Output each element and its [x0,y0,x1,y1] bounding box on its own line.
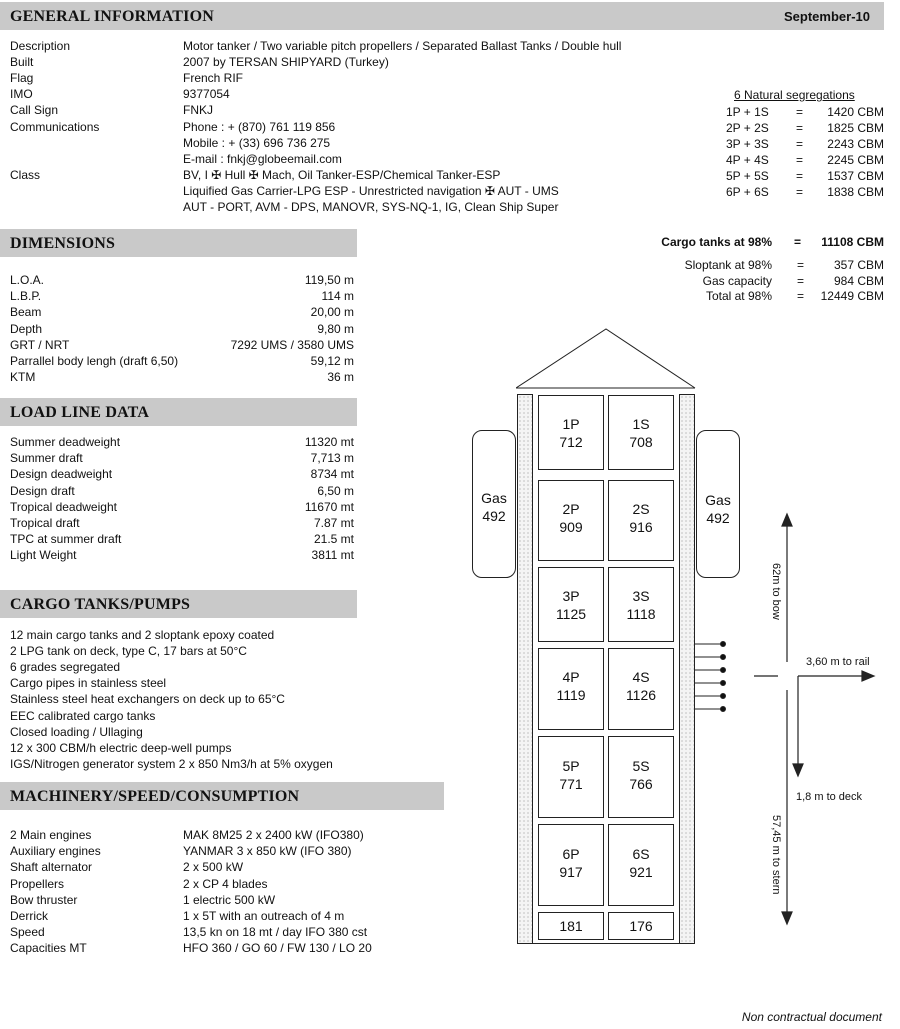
tank-cbm: 917 [559,864,583,880]
tank-cbm: 766 [629,776,653,792]
tank-cbm: 1126 [625,687,657,703]
machinery-row [0,843,450,859]
cargo-tank-6s [608,824,674,906]
loadline-row [0,483,356,499]
general-info-value: Motor tanker / Two variable pitch propellers / Separated Ballast Tanks / Double hull [183,39,622,53]
loadline-label: Tropical deadweight [10,499,117,514]
cargo-line: 12 x 300 CBM/h electric deep-well pumps [10,740,232,755]
dimension-value: 7292 UMS / 3580 UMS [230,337,354,352]
dimension-row [0,353,356,369]
general-info-row [0,86,700,102]
slop-tank-starboard [608,912,674,940]
cargo-line: Closed loading / Ullaging [10,724,143,739]
hull-wall-left [517,394,533,944]
tank-cbm: 708 [629,434,653,450]
general-info-value: French RIF [183,71,244,86]
cargo-line: 12 main cargo tanks and 2 sloptank epoxy coated [10,628,275,642]
general-info-label: Class [10,167,41,182]
general-info-row [0,167,700,183]
general-info-value: Mobile : + (33) 696 736 275 [183,135,331,150]
tank-name: 6S [632,846,650,862]
dimension-label: Beam [10,305,42,320]
cargo-capacity-eq: = [794,235,802,249]
loadline-label: Design deadweight [10,467,113,482]
gas-tank-left [472,430,516,578]
capacity-label: Sloptank at 98% [684,258,772,272]
general-info-row [0,119,700,135]
loadline-value: 6,50 m [317,483,354,498]
machinery-value: 1 x 5T with an outreach of 4 m [183,909,345,923]
cargo-line: 2 LPG tank on deck, type C, 17 bars at 50°C [10,644,247,659]
loadline-label: Light Weight [10,548,77,563]
segregations-title: 6 Natural segregations [734,88,855,102]
machinery-row [0,908,450,924]
tank-cbm: 1118 [626,606,656,622]
segregation-value: 1420 CBM [827,105,884,119]
general-info-label: Flag [10,71,34,86]
machinery-value: 2 x 500 kW [183,860,244,875]
cargo-header [0,590,357,618]
machinery-value: MAK 8M25 2 x 2400 kW (IFO380) [183,828,364,842]
cargo-tank-2s [608,480,674,561]
general-info-row [0,183,700,199]
dimension-label: L.O.A. [10,273,45,287]
general-info-value: Liquified Gas Carrier-LPG ESP - Unrestricted navigation ✠ AUT - UMS [183,183,559,198]
capacity-row [600,273,884,289]
segregation-tanks: 6P + 6S [726,185,769,199]
machinery-value: YANMAR 3 x 850 kW (IFO 380) [183,844,352,859]
cargo-capacity-value: 11108 CBM [821,235,884,249]
tank-cbm: 921 [629,864,653,880]
general-info-label: Description [10,39,71,53]
capacity-label: Total at 98% [705,289,772,303]
tank-cbm: 771 [559,776,583,792]
loadline-row [0,434,356,450]
dimension-value: 59,12 m [310,354,354,368]
dimension-value: 114 m [321,289,354,304]
segregation-tanks: 4P + 4S [726,153,769,167]
tank-name: 1P [562,416,580,432]
dimension-row [0,321,356,337]
gas-tank-right [696,430,740,578]
loadline-row [0,547,356,563]
machinery-value: HFO 360 / GO 60 / FW 130 / LO 20 [183,941,372,956]
tank-name: 3P [562,588,580,604]
loadline-title: LOAD LINE DATA [10,404,150,421]
tank-name: 6P [562,846,580,862]
cargo-tank-3s [608,567,674,642]
loadline-label: Summer draft [10,451,83,466]
loadline-value: 8734 mt [310,467,354,482]
bow-outline [516,328,696,390]
capacity-value: 12449 CBM [820,289,884,303]
capacity-row [600,257,884,273]
loadline-value: 7,713 m [310,451,354,466]
hull-bottom [517,943,695,944]
cargo-tank-4p [538,648,604,730]
dimension-arrows [740,510,880,930]
cargo-tank-6p [538,824,604,906]
general-info-row [0,102,700,118]
capacity-label: Gas capacity [702,273,772,288]
slop-tank-cbm: 181 [559,918,583,934]
loadline-row [0,466,356,482]
tank-name: 1S [632,416,650,432]
slop-tank-cbm: 176 [629,918,653,934]
machinery-value: 1 electric 500 kW [183,892,276,907]
machinery-row [0,940,450,956]
tank-name: 4S [632,669,650,685]
machinery-label: Propellers [10,876,65,891]
machinery-row [0,892,450,908]
tank-cbm: 909 [559,519,583,535]
tank-cbm: 712 [559,434,583,450]
dimension-label: Depth [10,321,43,336]
gas-tank-right-cbm: 492 [706,510,730,526]
cargo-tank-1p [538,395,604,470]
general-info-row [0,135,700,151]
segregation-row [700,120,884,136]
machinery-row [0,859,450,875]
cargo-line: Cargo pipes in stainless steel [10,676,167,691]
general-info-row [0,199,700,215]
segregation-tanks: 2P + 2S [726,121,769,135]
segregation-tanks: 1P + 1S [726,105,769,119]
document-date: September-10 [784,9,870,24]
segregation-tanks: 3P + 3S [726,137,769,151]
loadline-label: Summer deadweight [10,435,121,449]
machinery-row [0,827,450,843]
hull-wall-right [679,394,695,944]
segregation-row [700,184,884,200]
tank-name: 2S [632,501,650,517]
machinery-value: 13,5 kn on 18 mt / day IFO 380 cst [183,925,368,940]
segregation-row [700,152,884,168]
segregation-eq: = [796,105,804,119]
gas-tank-right-name: Gas [705,492,731,508]
machinery-value: 2 x CP 4 blades [183,876,268,891]
dimension-label: Parrallel body lengh (draft 6,50) [10,354,179,368]
gas-tank-left-name: Gas [481,490,507,506]
to-deck-label: 1,8 m to deck [796,791,863,803]
tank-cbm: 1119 [556,687,586,703]
loadline-value: 7.87 mt [313,516,354,530]
capacity-eq: = [797,273,805,288]
dimension-row [0,288,356,304]
general-info-value: 9377054 [183,87,230,102]
segregation-value: 1838 CBM [827,185,884,199]
capacity-eq: = [797,258,805,272]
segregation-eq: = [796,153,804,167]
segregation-eq: = [796,121,804,135]
general-info-label: Call Sign [10,103,59,118]
loadline-value: 3811 mt [311,548,354,563]
general-info-row [0,151,700,167]
loadline-label: Design draft [10,483,75,498]
segregation-eq: = [796,185,804,199]
general-info-label: Communications [10,119,100,134]
segregation-tanks: 5P + 5S [726,169,769,183]
segregation-value: 1537 CBM [827,169,884,183]
machinery-header [0,782,444,810]
general-info-value: E-mail : fnkj@globeemail.com [183,151,342,166]
machinery-label: Speed [10,925,45,940]
cargo-tank-4s [608,648,674,730]
loadline-value: 11670 mt [304,499,354,514]
general-info-row [0,70,700,86]
machinery-row [0,876,450,892]
segregation-value: 1825 CBM [827,121,884,135]
segregation-value: 2243 CBM [827,137,884,151]
general-info-title: GENERAL INFORMATION [10,8,214,25]
dimension-value: 36 m [327,370,354,385]
tank-name: 5S [632,758,650,774]
segregation-eq: = [796,169,804,183]
segregation-eq: = [796,137,804,151]
general-info-label: IMO [10,87,33,102]
tank-name: 5P [562,758,580,774]
cargo-tank-2p [538,480,604,561]
machinery-label: Derrick [10,909,48,923]
loadline-label: Tropical draft [10,516,80,530]
loadline-value: 21.5 mt [313,532,354,547]
cargo-tank-5p [538,736,604,818]
to-rail-label: 3,60 m to rail [806,656,870,668]
tank-name: 4P [562,669,580,685]
dimension-value: 20,00 m [310,305,354,320]
dimension-value: 9,80 m [317,321,354,336]
cargo-capacity-label: Cargo tanks at 98% [661,235,772,249]
tank-cbm: 1125 [555,606,587,622]
manifold-connections [695,636,729,724]
loadline-row [0,515,356,531]
cargo-tank-5s [608,736,674,818]
cargo-capacity-row [600,235,884,251]
general-info-row [0,38,700,54]
machinery-label: Shaft alternator [10,860,93,875]
dimension-label: L.B.P. [10,289,42,304]
loadline-row [0,450,356,466]
capacity-value: 357 CBM [833,258,884,272]
tank-cbm: 916 [629,519,653,535]
general-info-header [0,2,884,30]
capacity-row [600,288,884,304]
loadline-row [0,531,356,547]
general-info-value: FNKJ [183,103,213,118]
general-info-value: Phone : + (870) 761 119 856 [183,119,336,134]
dimension-value: 119,50 m [304,273,354,287]
footer-note: Non contractual document [741,1010,882,1024]
dimension-row [0,337,356,353]
dimension-label: KTM [10,370,36,385]
cargo-line: EEC calibrated cargo tanks [10,708,156,723]
cargo-line: Stainless steel heat exchangers on deck up to 65°C [10,692,285,707]
dimension-row [0,304,356,320]
cargo-line: IGS/Nitrogen generator system 2 x 850 Nm3/h at 5% oxygen [10,756,333,771]
cargo-tank-1s [608,395,674,470]
segregation-row [700,168,884,184]
tank-name: 2P [562,501,580,517]
general-info-label: Built [10,55,34,70]
dimension-row [0,272,356,288]
loadline-value: 11320 mt [304,435,354,449]
general-info-value: AUT - PORT, AVM - DPS, MANOVR, SYS-NQ-1, IG, Clean Ship Super [183,200,559,214]
machinery-label: Capacities MT [10,941,87,956]
segregation-row [700,104,884,120]
machinery-label: 2 Main engines [10,828,92,842]
cargo-title: CARGO TANKS/PUMPS [10,596,191,613]
gas-tank-left-cbm: 492 [482,508,506,524]
loadline-row [0,499,356,515]
machinery-row [0,924,450,940]
general-info-value: BV, I ✠ Hull ✠ Mach, Oil Tanker-ESP/Chemical Tanker-ESP [183,167,501,182]
machinery-title: MACHINERY/SPEED/CONSUMPTION [10,788,300,805]
segregation-row [700,136,884,152]
slop-tank-port [538,912,604,940]
dimension-label: GRT / NRT [10,337,70,352]
loadline-header [0,398,357,426]
machinery-label: Bow thruster [10,892,78,907]
cargo-line: 6 grades segregated [10,660,121,675]
cargo-tank-3p [538,567,604,642]
loadline-label: TPC at summer draft [10,532,122,547]
capacity-eq: = [797,289,805,303]
capacity-value: 984 CBM [833,273,884,288]
machinery-label: Auxiliary engines [10,844,101,859]
general-info-row [0,54,700,70]
tank-name: 3S [632,588,650,604]
segregation-value: 2245 CBM [827,153,884,167]
dimensions-title: DIMENSIONS [10,235,116,252]
general-info-value: 2007 by TERSAN SHIPYARD (Turkey) [183,55,389,70]
dimension-row [0,369,356,385]
dimensions-header [0,229,357,257]
